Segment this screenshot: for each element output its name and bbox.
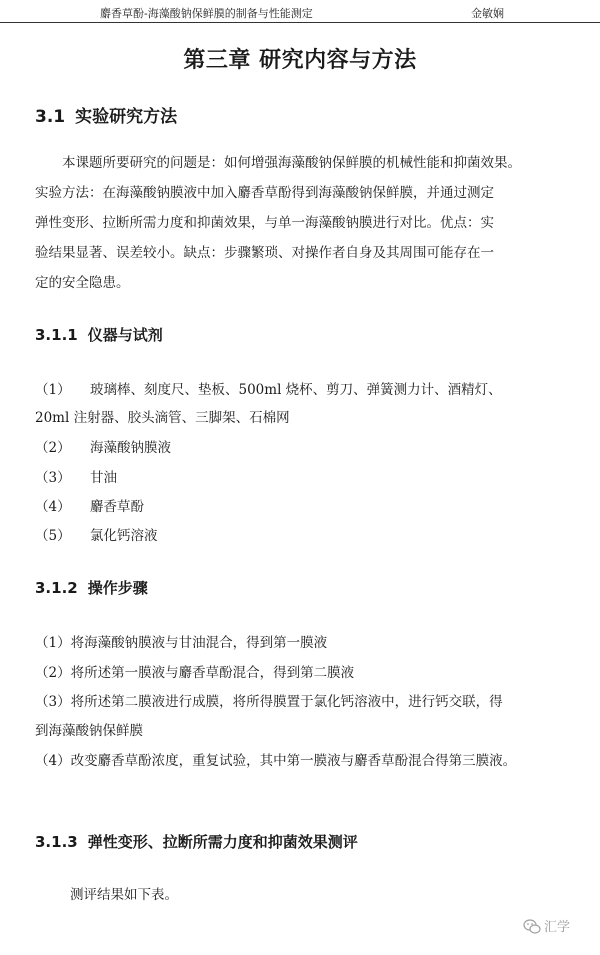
list-item-text: 玻璃棒、刻度尺、垫板、500ml 烧杯、剪刀、弹簧测力计、酒精灯、 — [90, 382, 502, 398]
list-marker: （5） — [35, 528, 71, 544]
list-item-text: 麝香草酚 — [90, 499, 144, 515]
subsection-title: 操作步骤 — [87, 579, 148, 597]
list-marker: （3） — [35, 470, 71, 486]
list-marker: （2） — [35, 440, 71, 456]
list-item-continuation: 20ml 注射器、胶头滴管、三脚架、石棉网 — [35, 410, 290, 426]
step-item: （4）改变麝香草酚浓度，重复试验，其中第一膜液与麝香草酚混合得第三膜液。 — [35, 753, 517, 769]
list-item-text: 甘油 — [90, 470, 117, 486]
header-author: 金敏娴 — [471, 7, 504, 20]
wechat-icon — [523, 919, 541, 935]
section-number: 3.1 — [35, 107, 66, 127]
list-item — [35, 436, 171, 456]
list-item-text: 海藻酸钠膜液 — [90, 440, 171, 456]
list-marker: （4） — [35, 499, 71, 515]
step-item: （2）将所述第一膜液与麝香草酚混合，得到第二膜液 — [35, 665, 355, 681]
paragraph-line: 本课题所要研究的问题是：如何增强海藻酸钠保鲜膜的机械性能和抑菌效果。 — [62, 155, 521, 171]
header-title: 麝香草酚-海藻酸钠保鲜膜的制备与性能测定 — [100, 7, 313, 20]
paragraph-line: 弹性变形、拉断所需力度和抑菌效果，与单一海藻酸钠膜进行对比。优点：实 — [35, 215, 494, 231]
watermark — [523, 916, 570, 935]
subsection-heading-evaluation — [35, 831, 358, 852]
step-item-continuation: 到海藻酸钠保鲜膜 — [35, 723, 143, 739]
section-title: 实验研究方法 — [75, 107, 178, 127]
paragraph-line: 实验方法：在海藻酸钠膜液中加入麝香草酚得到海藻酸钠保鲜膜，并通过测定 — [35, 185, 494, 201]
list-item — [35, 495, 144, 515]
page-header — [0, 0, 600, 23]
watermark-text: 汇学 — [544, 920, 571, 935]
list-item-text: 氯化钙溶液 — [90, 528, 158, 544]
step-item: （1）将海藻酸钠膜液与甘油混合，得到第一膜液 — [35, 635, 328, 651]
paragraph-line: 验结果显著、误差较小。缺点：步骤繁琐、对操作者自身及其周围可能存在一 — [35, 245, 494, 261]
list-item — [35, 378, 502, 398]
evaluation-paragraph: 测评结果如下表。 — [70, 887, 178, 903]
subsection-number: 3.1.1 — [35, 326, 78, 344]
list-item — [35, 524, 158, 544]
subsection-number: 3.1.2 — [35, 579, 78, 597]
subsection-number: 3.1.3 — [35, 833, 78, 851]
subsection-heading-instruments — [35, 324, 163, 345]
subsection-heading-steps — [35, 577, 148, 598]
list-marker: （1） — [35, 382, 71, 398]
paragraph-line: 定的安全隐患。 — [35, 275, 130, 291]
section-paragraph — [35, 148, 583, 298]
subsection-title: 弹性变形、拉断所需力度和抑菌效果测评 — [87, 833, 358, 851]
subsection-title: 仪器与试剂 — [87, 326, 163, 344]
section-heading — [35, 102, 177, 127]
list-item — [35, 466, 117, 486]
chapter-title: 第三章 研究内容与方法 — [183, 48, 417, 73]
step-item: （3）将所述第二膜液进行成膜，将所得膜置于氯化钙溶液中，进行钙交联，得 — [35, 694, 503, 710]
